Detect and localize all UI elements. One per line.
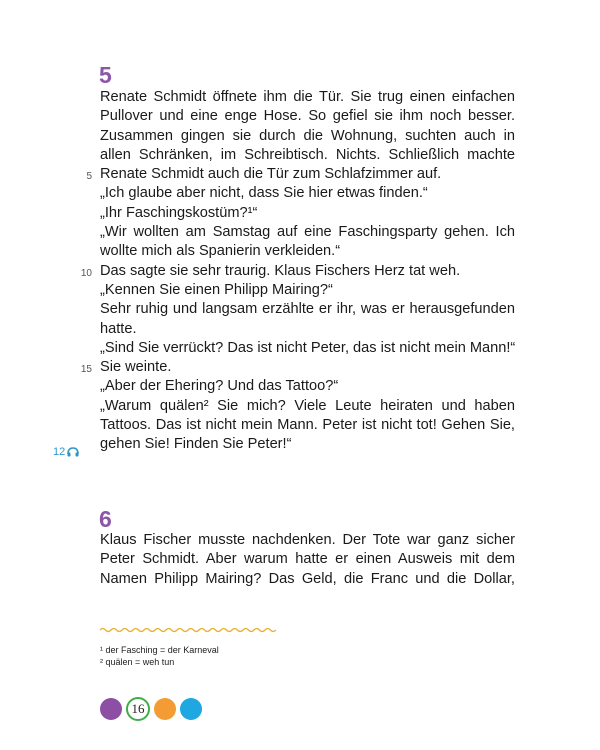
text-line: „Wir wollten am Samstag auf eine Faschingsparty gehen. Ich	[100, 224, 515, 241]
page-number: 16	[126, 697, 150, 721]
text-line: „Ich glaube aber nicht, dass Sie hier etwas finden.“	[100, 185, 428, 202]
line-number-5: 5	[86, 171, 92, 182]
headphones-icon	[67, 447, 79, 457]
text-line: Tattoos. Das ist nicht mein Mann. Peter ist nicht tot! Gehen Sie,	[100, 417, 515, 434]
wavy-divider	[100, 626, 276, 634]
text-line: „Sind Sie verrückt? Das ist nicht Peter, das ist nicht mein Mann!“	[100, 339, 516, 356]
audio-track-marker[interactable]	[53, 446, 79, 458]
text-line: Pullover und eine enge Hose. So gefiel sie ihm noch besser.	[100, 108, 515, 125]
text-line: allen Schränken, im Schreibtisch. Nichts. Schließlich machte	[100, 146, 515, 163]
orange-dot	[154, 698, 176, 720]
chapter-6-number: 6	[99, 506, 112, 532]
text-line: „Warum quälen² Sie mich? Viele Leute heiraten und haben	[100, 397, 515, 414]
text-line: Renate Schmidt öffnete ihm die Tür. Sie trug einen einfachen	[100, 89, 515, 105]
chapter-6-text	[100, 531, 515, 589]
chapter-5-text	[100, 88, 515, 455]
line-number-10: 10	[80, 268, 92, 279]
text-line: Renate Schmidt auch die Tür zum Schlafzimmer auf.	[100, 166, 442, 183]
text-line: „Kennen Sie einen Philipp Mairing?“	[100, 281, 333, 298]
text-line: gehen Sie! Finden Sie Peter!“	[100, 436, 292, 453]
footnotes	[100, 644, 219, 668]
text-line: wollte mich als Spanierin verkleiden.“	[100, 243, 341, 260]
text-line: Sie weinte.	[100, 359, 172, 376]
footnote-2: ² quälen = weh tun	[100, 657, 175, 667]
line-number-15: 15	[80, 364, 92, 375]
page-footer-dots	[100, 697, 202, 721]
footnote-1: ¹ der Fasching = der Karneval	[100, 645, 219, 655]
audio-track-number: 12	[53, 446, 66, 458]
text-line: Peter Schmidt. Aber warum hatte er einen Ausweis mit dem	[100, 551, 515, 568]
text-line: „Aber der Ehering? Und das Tattoo?“	[100, 378, 339, 395]
text-line: Zusammen gingen sie durch die Wohnung, suchten auch in	[100, 127, 515, 144]
text-line: Das sagte sie sehr traurig. Klaus Fischers Herz tat weh.	[100, 262, 461, 279]
chapter-5-number: 5	[99, 62, 112, 88]
text-line: hatte.	[100, 320, 137, 337]
text-line: „Ihr Faschingskostüm?¹“	[100, 204, 258, 221]
text-line: Klaus Fischer musste nachdenken. Der Tote war ganz sicher	[100, 532, 515, 548]
text-line: Namen Philipp Mairing? Das Geld, die Franc und die Dollar,	[100, 570, 515, 587]
text-line: Sehr ruhig und langsam erzählte er ihr, was er herausgefunden	[100, 301, 515, 318]
purple-dot	[100, 698, 122, 720]
blue-dot	[180, 698, 202, 720]
